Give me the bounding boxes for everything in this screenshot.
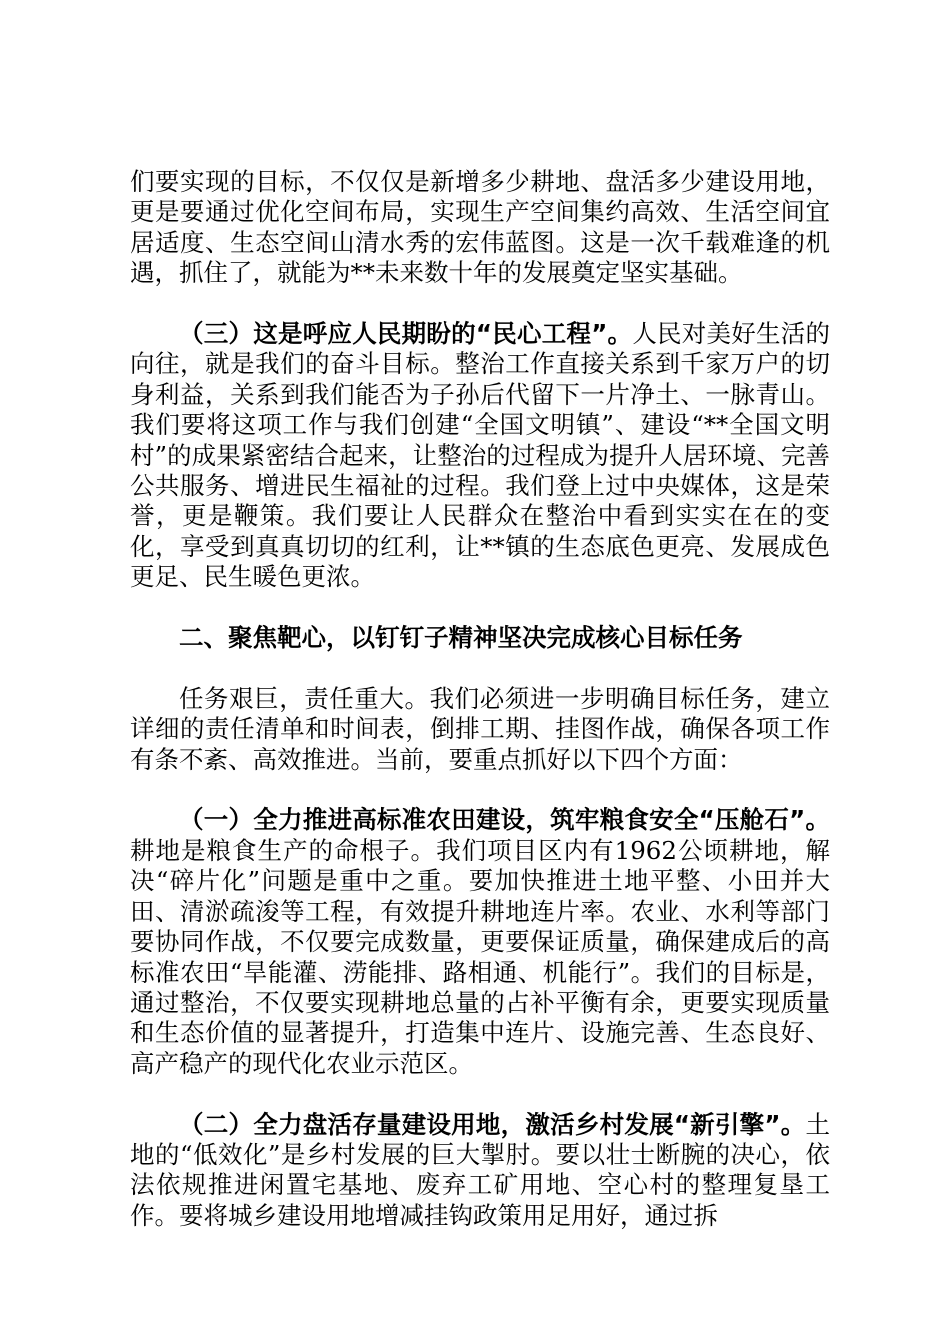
paragraph-people-project	[130, 319, 830, 593]
subheading-farmland: （一）全力推进高标准农田建设，筑牢粮食安全“压舱石”。	[179, 805, 830, 835]
subheading-construction-land: （二）全力盘活存量建设用地，激活乡村发展“新引擎”。	[179, 1109, 806, 1139]
paragraph-task-overview: 任务艰巨，责任重大。我们必须进一步明确目标任务，建立详细的责任清单和时间表，倒排工期、挂图作战，确保各项工作有条不紊、高效推进。当前，要重点抓好以下四个方面：	[130, 683, 830, 774]
subheading-people-project: （三）这是呼应人民期盼的“民心工程”。	[179, 319, 633, 349]
document-page	[130, 167, 830, 1231]
paragraph-farmland-body: 耕地是粮食生产的命根子。我们项目区内有1962公顷耕地，解决“碎片化”问题是重中之重。要加快推进土地平整、小田并大田、清淤疏浚等工程，有效提升耕地连片率。农业、水利等部门要协同作战，不仅要完成数量，更要保证质量，确保建成后的高标准农田“旱能灌、涝能排、路相通、机能行”。我们的目标是，通过整治，不仅要实现耕地总量的占补平衡有余，更要实现质量和生态价值的显著提升，打造集中连片、设施完善、生态良好、高产稳产的现代化农业示范区。	[130, 835, 830, 1078]
paragraph-people-project-body: 人民对美好生活的向往，就是我们的奋斗目标。整治工作直接关系到千家万户的切身利益，关系到我们能否为子孙后代留下一片净土、一脉青山。我们要将这项工作与我们创建“全国文明镇”、建设“**全国文明村”的成果紧密结合起来，让整治的过程成为提升人居环境、完善公共服务、增进民生福祉的过程。我们登上过中央媒体，这是荣誉，更是鞭策。我们要让人民群众在整治中看到实实在在的变化，享受到真真切切的红利，让**镇的生态底色更亮、发展成色更足、民生暖色更浓。	[130, 319, 831, 592]
paragraph-construction-land	[130, 1110, 830, 1232]
paragraph-goal-continuation: 们要实现的目标，不仅仅是新增多少耕地、盘活多少建设用地，更是要通过优化空间布局，实现生产空间集约高效、生活空间宜居适度、生态空间山清水秀的宏伟蓝图。这是一次千载难逢的机遇，抓住了，就能为**未来数十年的发展奠定坚实基础。	[130, 167, 830, 288]
section-heading-2: 二、聚焦靶心，以钉钉子精神坚决完成核心目标任务	[179, 623, 743, 653]
paragraph-farmland	[130, 805, 830, 1079]
paragraph-construction-land-body: 土地的“低效化”是乡村发展的巨大掣肘。要以壮士断腕的决心，依法依规推进闲置宅基地、废弃工矿用地、空心村的整理复垦工作。要将城乡建设用地增减挂钩政策用足用好，通过拆	[130, 1109, 830, 1230]
